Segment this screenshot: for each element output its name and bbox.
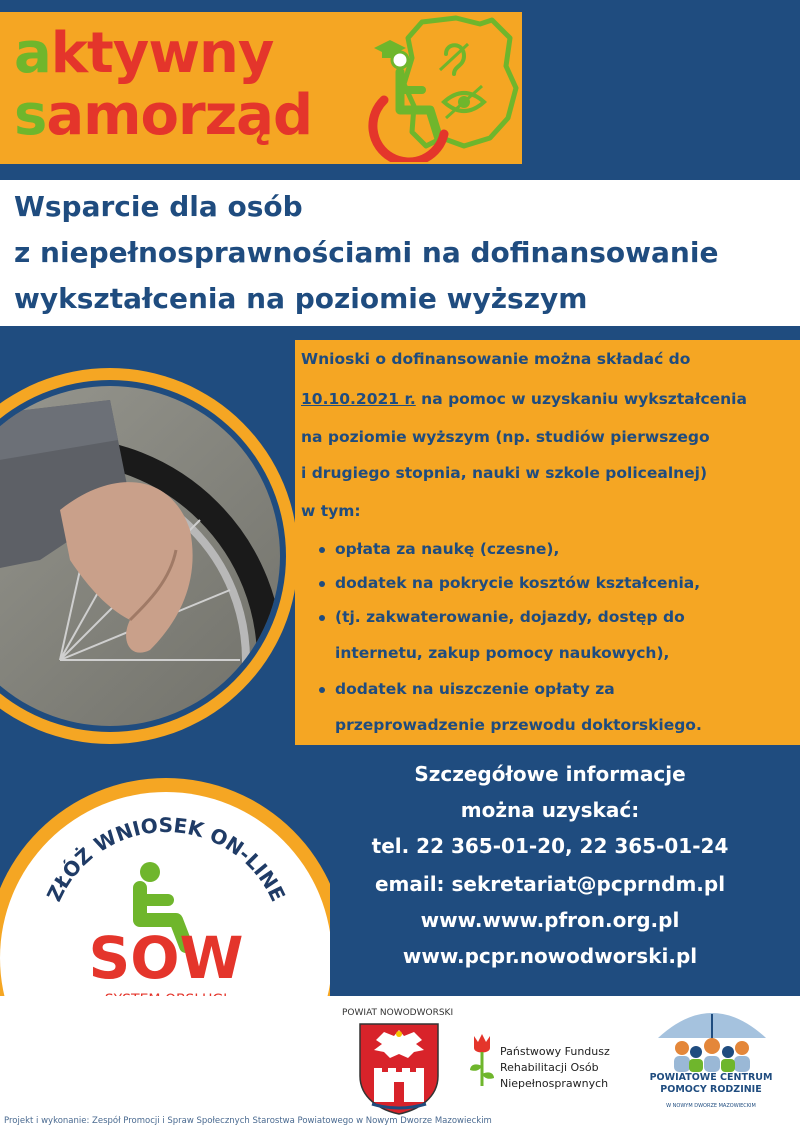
credit-line: Projekt i wykonanie: Zespół Promocji i Spraw Społecznych Starostwa Powiatowego w Nowym Dworze Mazowieckim <box>4 1116 492 1126</box>
sow-logo-text: SOW <box>88 924 244 992</box>
deadline-date: 10.10.2021 r. <box>301 390 416 408</box>
pfron-logo-icon <box>468 1030 496 1088</box>
pcpr-name: POWIATOWE CENTRUM POMOCY RODZINIE <box>649 1072 773 1095</box>
heading-line-2: z niepełnosprawnościami na dofinansowanie <box>14 236 719 269</box>
list-item: dodatek na pokrycie kosztów kształcenia, <box>319 574 700 592</box>
pcpr-family-umbrella-icon <box>652 1004 772 1074</box>
pfron-website-link[interactable]: www.www.pfron.org.pl <box>420 908 680 932</box>
info-line-3: na poziomie wyższym (np. studiów pierwszego <box>301 428 710 446</box>
heading-line-3: wykształcenia na poziomie wyższym <box>14 282 588 315</box>
email-link[interactable]: email: sekretariat@pcprndm.pl <box>374 872 726 896</box>
main-heading <box>0 180 800 326</box>
contact-line-1: Szczegółowe informacje <box>414 762 686 786</box>
logo-line-aktywny: aktywny <box>14 21 274 86</box>
pcpr-website-link[interactable]: www.pcpr.nowodworski.pl <box>402 944 698 968</box>
logo-line-samorzad: samorząd <box>14 83 313 148</box>
info-line-2: 10.10.2021 r. na pomoc w uzyskaniu wykształcenia <box>301 390 747 408</box>
list-item: (tj. zakwaterowanie, dojazdy, dostęp do <box>319 608 685 626</box>
sow-arc-text: ZŁÓŻ WNIOSEK ON-LINE <box>41 812 291 906</box>
info-line-5: w tym: <box>301 502 361 520</box>
info-line-4: i drugiego stopnia, nauki w szkole policealnej) <box>301 464 708 482</box>
phone-numbers[interactable]: tel. 22 365-01-20, 22 365-01-24 <box>371 834 729 858</box>
info-line-1: Wnioski o dofinansowanie można składać do <box>301 350 691 368</box>
info-box <box>295 340 800 745</box>
accessibility-map-icon <box>360 14 520 162</box>
pfron-name: Państwowy Fundusz Rehabilitacji Osób Niepełnosprawnych <box>500 1045 610 1090</box>
heading-line-1: Wsparcie dla osób <box>14 190 303 223</box>
wheelchair-hand-photo <box>0 360 300 760</box>
list-item-continuation: internetu, zakup pomocy naukowych), <box>335 644 670 662</box>
contact-line-2: można uzyskać: <box>460 798 640 822</box>
list-item-continuation: przeprowadzenie przewodu doktorskiego. <box>335 716 702 734</box>
list-item: dodatek na uiszczenie opłaty za <box>319 680 615 698</box>
powiat-coat-of-arms-icon <box>358 1022 440 1116</box>
pcpr-location: W NOWYM DWORZE MAZOWIECKIM <box>666 1103 756 1109</box>
powiat-label: POWIAT NOWODWORSKI <box>342 1008 454 1018</box>
list-item: opłata za naukę (czesne), <box>319 540 559 558</box>
aktywny-samorzad-logo <box>0 12 522 164</box>
